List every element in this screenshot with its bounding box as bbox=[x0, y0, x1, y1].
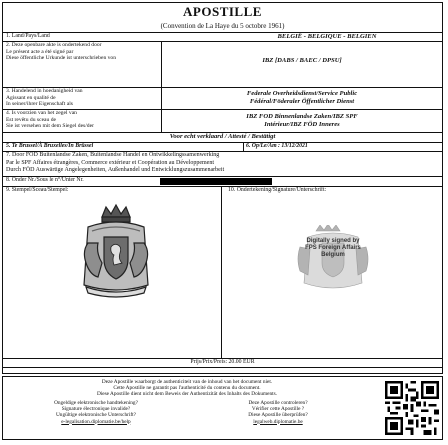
stamp-line: FPS Foreign Affairs bbox=[305, 245, 361, 251]
signed-by-value: IBZ [DABS / BAEC / DPSU] bbox=[262, 57, 342, 64]
redacted-number bbox=[160, 178, 272, 185]
document-subtitle: (Convention de La Haye du 5 octobre 1961) bbox=[160, 22, 285, 30]
footer-line: Ongeldige elektronische handtekening? bbox=[54, 400, 138, 406]
authority-line: 7. Door FOD Buitenlandse Zaken, Buitenlandse Handel en Ontwikkelingssamenwerking bbox=[6, 152, 220, 158]
signature-label: 10. Ondertekening/Signature/Unterschrift: bbox=[228, 187, 327, 193]
value-line: IBZ FOD Binnenlandse Zaken/IBZ SPF bbox=[246, 113, 358, 120]
footer-box bbox=[2, 376, 443, 440]
authority-line: Durch FÖD Auswärtige Angelegenheiten, Außenhandel und Entwicklungszusammenarbeit bbox=[6, 167, 225, 173]
footer-line: Vérifier cette Apostille ? bbox=[251, 406, 305, 413]
qr-code[interactable] bbox=[385, 381, 439, 440]
digital-signature-stamp bbox=[288, 225, 378, 295]
label-line: Le présent acte a été signé par bbox=[6, 48, 74, 55]
capacity-label bbox=[6, 88, 83, 108]
capacity-value bbox=[163, 90, 441, 106]
label-line: 3. Handelend in hoedanigheid van bbox=[6, 88, 83, 94]
digital-signature-text bbox=[296, 238, 370, 259]
label-line: 2. Deze openbare akte is ondertekend door bbox=[6, 42, 102, 48]
stamp-line: Digitally signed by bbox=[306, 238, 360, 244]
value-line: Federale Overheidsdienst/Service Public bbox=[246, 90, 358, 97]
disclaimer-line: Cette Apostille ne garantit pas l'authenticité du contenu du document. bbox=[113, 385, 261, 392]
footer-disclaimer bbox=[7, 379, 367, 398]
column-divider bbox=[221, 186, 222, 358]
label-line: 4. Is voorzien van het zegel van bbox=[6, 110, 77, 116]
signed-by-label bbox=[6, 42, 116, 62]
country-label: 1. Land/Pays/Land bbox=[6, 33, 50, 39]
disclaimer-line: Deze Apostille waarborgt de authenticiteit van de inhoud van het document niet. bbox=[101, 379, 273, 385]
stamp-line: Belgium bbox=[321, 252, 345, 258]
divider bbox=[3, 367, 442, 368]
country-value: BELGIË - BELGIQUE - BELGIEN bbox=[277, 33, 377, 40]
value-line: Fédéral/Föderaler Öffentlicher Dienst bbox=[249, 98, 355, 105]
label-line: Agissant en qualité de bbox=[6, 94, 56, 101]
column-divider bbox=[243, 142, 244, 151]
disclaimer-line: Diese Apostille dient nicht dem Beweis der Authentizität des Inhalts des Dokuments. bbox=[96, 391, 278, 398]
coat-of-arms-seal bbox=[78, 203, 154, 299]
seal-label bbox=[6, 110, 94, 130]
number-label: 8. Onder Nr./Sous le n°/Unter Nr. bbox=[6, 177, 84, 183]
footer-line: Ungültige elektronische Unterschrift? bbox=[55, 412, 136, 419]
footer-invalid-signature bbox=[11, 400, 181, 425]
issuing-authority bbox=[6, 152, 224, 175]
seal-value bbox=[163, 113, 441, 129]
certified-heading: Voor echt verklaard / Attesté / Bestätigt bbox=[169, 133, 276, 140]
footer-verify bbox=[193, 400, 363, 425]
label-line: In seiner/ihrer Eigenschaft als bbox=[6, 101, 73, 107]
place-field: 5. Te Brussel/À Bruxelles/In Brüssel bbox=[6, 143, 94, 149]
verify-link[interactable]: legalweb.diplomatie.be bbox=[253, 418, 303, 425]
label-line: Sie ist versehen mit dem Siegel des/der bbox=[6, 123, 94, 129]
authority-line: Par le SPF Affaires étrangères, Commerce extérieur et Coopération au Développement bbox=[6, 159, 214, 166]
footer-line: Signature électronique invalide? bbox=[61, 406, 131, 413]
price-field bbox=[3, 359, 442, 366]
help-link[interactable]: e-legalisation.diplomatie.be/help bbox=[61, 418, 131, 425]
document-title: APOSTILLE bbox=[183, 4, 262, 19]
date-field: 6. Op/Le/Am : 13/12/2021 bbox=[246, 143, 308, 149]
footer-line: Diese Apostille überprüfen? bbox=[248, 412, 308, 419]
label-line: Est revêtu du sceau de bbox=[6, 116, 57, 123]
apostille-document bbox=[2, 2, 443, 374]
divider bbox=[3, 186, 442, 187]
stamp-label: 9. Stempel/Sceau/Stempel: bbox=[6, 187, 69, 193]
value-line: Intérieur/IBZ FÖD Inneres bbox=[264, 121, 340, 128]
label-line: Diese öffentliche Urkunde ist unterschrieben von bbox=[6, 55, 117, 61]
footer-line: Deze Apostille controleren? bbox=[248, 400, 308, 406]
price-text: Prijs/Prix/Preis: 20.00 EUR bbox=[190, 359, 255, 365]
